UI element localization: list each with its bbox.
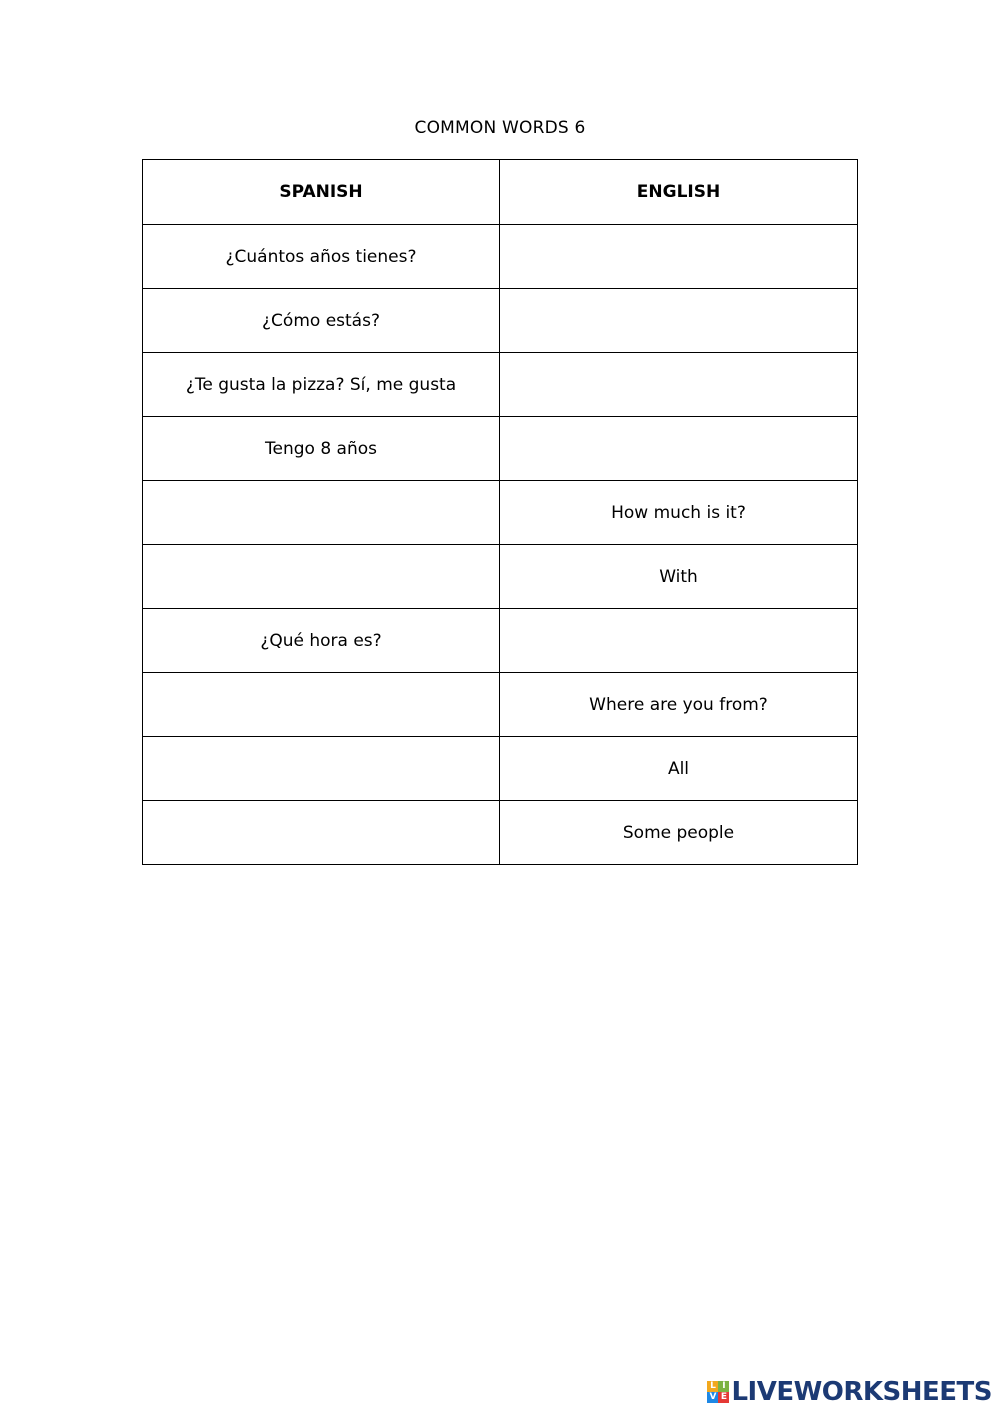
table-row bbox=[143, 417, 858, 481]
liveworksheets-brand bbox=[707, 1377, 992, 1407]
logo-letter-e: E bbox=[718, 1392, 729, 1403]
english-cell: With bbox=[500, 545, 858, 609]
english-cell: All bbox=[500, 737, 858, 801]
english-cell: Some people bbox=[500, 801, 858, 865]
english-cell: How much is it? bbox=[500, 481, 858, 545]
english-answer-cell[interactable] bbox=[500, 225, 858, 289]
spanish-answer-cell[interactable] bbox=[143, 737, 500, 801]
page-title: COMMON WORDS 6 bbox=[414, 118, 586, 138]
table-row bbox=[143, 225, 858, 289]
english-answer-cell[interactable] bbox=[500, 289, 858, 353]
column-header-english: ENGLISH bbox=[500, 160, 858, 225]
table-row bbox=[143, 545, 858, 609]
table-header-row bbox=[143, 160, 858, 225]
english-answer-cell[interactable] bbox=[500, 609, 858, 673]
liveworksheets-logo-icon bbox=[707, 1381, 729, 1403]
table-row bbox=[143, 737, 858, 801]
spanish-cell: ¿Cómo estás? bbox=[143, 289, 500, 353]
brand-name: LIVEWORKSHEETS bbox=[731, 1377, 992, 1407]
logo-letter-v: V bbox=[707, 1392, 718, 1403]
table-row bbox=[143, 481, 858, 545]
spanish-answer-cell[interactable] bbox=[143, 481, 500, 545]
table-row bbox=[143, 801, 858, 865]
table-row bbox=[143, 673, 858, 737]
table-row bbox=[143, 609, 858, 673]
spanish-cell: Tengo 8 años bbox=[143, 417, 500, 481]
column-header-spanish: SPANISH bbox=[143, 160, 500, 225]
english-cell: Where are you from? bbox=[500, 673, 858, 737]
logo-letter-l: L bbox=[707, 1381, 718, 1392]
spanish-answer-cell[interactable] bbox=[143, 545, 500, 609]
spanish-answer-cell[interactable] bbox=[143, 801, 500, 865]
spanish-cell: ¿Cuántos años tienes? bbox=[143, 225, 500, 289]
spanish-cell: ¿Te gusta la pizza? Sí, me gusta bbox=[143, 353, 500, 417]
logo-letter-i: I bbox=[718, 1381, 729, 1392]
table-row bbox=[143, 289, 858, 353]
english-answer-cell[interactable] bbox=[500, 417, 858, 481]
vocabulary-table bbox=[142, 159, 858, 865]
spanish-answer-cell[interactable] bbox=[143, 673, 500, 737]
spanish-cell: ¿Qué hora es? bbox=[143, 609, 500, 673]
table-row bbox=[143, 353, 858, 417]
english-answer-cell[interactable] bbox=[500, 353, 858, 417]
